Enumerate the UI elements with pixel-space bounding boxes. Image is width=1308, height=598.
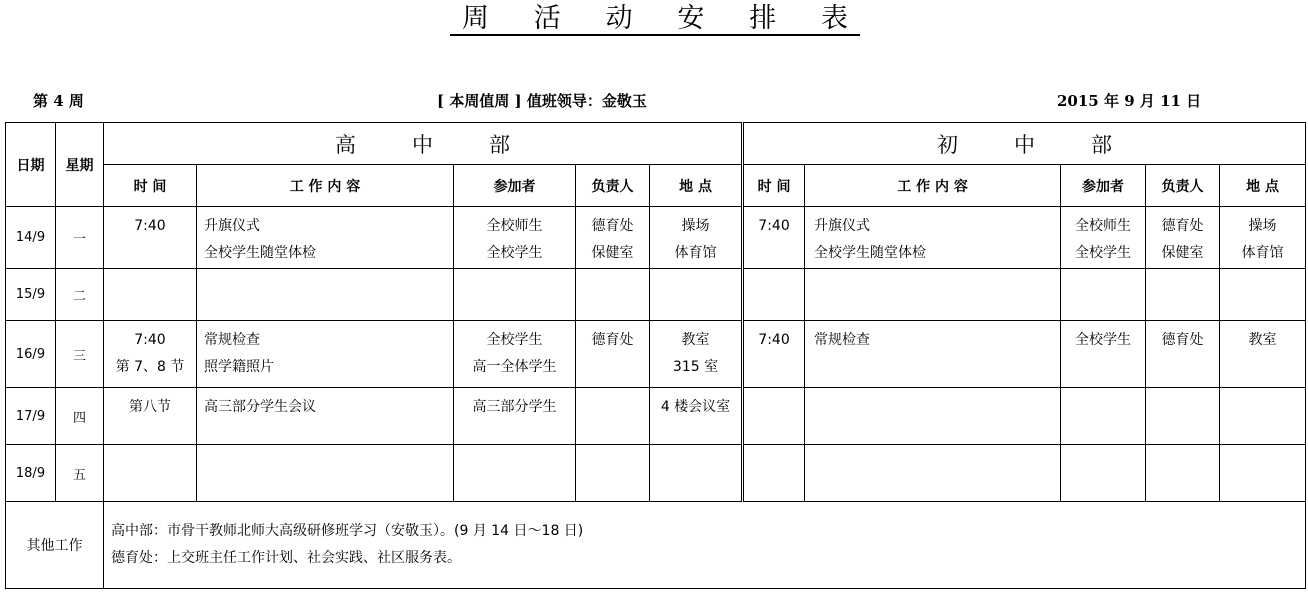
hs-leader-cell bbox=[576, 388, 650, 445]
ms-header-participants: 参加者 bbox=[1061, 165, 1146, 207]
hs-time-line bbox=[108, 240, 192, 267]
hs-participants-cell bbox=[454, 269, 576, 321]
ms-place-line: 体育馆 bbox=[1241, 245, 1284, 261]
hs-participants-cell bbox=[454, 321, 576, 388]
other-work-content bbox=[104, 502, 1306, 589]
row-weekday: 五 bbox=[56, 445, 104, 502]
hs-content-cell bbox=[197, 269, 454, 321]
hs-content-line: 高三部分学生会议 bbox=[204, 399, 316, 415]
header-junior: 初 中 部 bbox=[743, 123, 1306, 165]
schedule-row bbox=[6, 321, 1306, 388]
row-date: 17/9 bbox=[6, 388, 56, 445]
ms-leader-cell bbox=[1146, 207, 1220, 269]
hs-content-line: 常规检查 bbox=[204, 332, 260, 348]
ms-time-cell bbox=[743, 207, 805, 269]
row-date: 15/9 bbox=[6, 269, 56, 321]
hs-time-cell bbox=[104, 445, 197, 502]
ms-header-time: 时 间 bbox=[743, 165, 805, 207]
row-date: 14/9 bbox=[6, 207, 56, 269]
title-char: 周 bbox=[462, 3, 489, 34]
hs-place-line: 操场 bbox=[681, 218, 710, 234]
ms-time-cell bbox=[743, 321, 805, 388]
hs-participants-cell bbox=[454, 445, 576, 502]
row-weekday: 三 bbox=[56, 321, 104, 388]
title-char: 安 bbox=[677, 3, 705, 34]
ms-participants-cell bbox=[1061, 445, 1146, 502]
ms-time-cell bbox=[743, 269, 805, 321]
ms-content-cell bbox=[805, 321, 1061, 388]
hs-content-cell bbox=[197, 207, 454, 269]
ms-participants-line: 全校学生 bbox=[1075, 245, 1132, 261]
hs-place-cell bbox=[650, 269, 743, 321]
hs-place-line: 4 楼会议室 bbox=[660, 399, 731, 415]
ms-content-cell bbox=[805, 445, 1061, 502]
hs-leader-cell bbox=[576, 207, 650, 269]
ms-place-cell bbox=[1220, 388, 1306, 445]
hs-time-cell bbox=[104, 321, 197, 388]
ms-leader-line: 德育处 bbox=[1161, 332, 1204, 348]
week-label: 第 4 周 bbox=[33, 92, 84, 110]
ms-content-line: 常规检查 bbox=[814, 332, 871, 348]
ms-leader-cell bbox=[1146, 269, 1220, 321]
hs-place-cell bbox=[650, 388, 743, 445]
hs-time-cell bbox=[104, 269, 197, 321]
ms-place-cell bbox=[1220, 269, 1306, 321]
hs-place-cell bbox=[650, 207, 743, 269]
ms-content-cell bbox=[805, 269, 1061, 321]
hs-time-cell bbox=[104, 207, 197, 269]
row-weekday: 一 bbox=[56, 207, 104, 269]
hs-header-participants: 参加者 bbox=[454, 165, 576, 207]
other-work-line: 高中部：市骨干教师北师大高级研修班学习（安敬玉）。(9 月 14 日～18 日) bbox=[111, 523, 584, 539]
hs-place-cell bbox=[650, 445, 743, 502]
header-date: 日期 bbox=[6, 123, 56, 207]
ms-place-line: 操场 bbox=[1248, 218, 1277, 234]
other-work-label: 其他工作 bbox=[6, 502, 104, 589]
row-weekday: 二 bbox=[56, 269, 104, 321]
hs-place-line: 315 室 bbox=[672, 359, 719, 375]
hs-participants-cell bbox=[454, 388, 576, 445]
ms-time-cell bbox=[743, 388, 805, 445]
header-senior: 高 中 部 bbox=[104, 123, 743, 165]
hs-leader-line: 德育处 bbox=[591, 218, 634, 234]
ms-place-cell bbox=[1220, 321, 1306, 388]
schedule-row bbox=[6, 388, 1306, 445]
ms-time-line bbox=[748, 240, 800, 267]
hs-place-cell bbox=[650, 321, 743, 388]
ms-place-cell bbox=[1220, 207, 1306, 269]
hs-time-line: 第八节 bbox=[129, 399, 171, 415]
hs-header-place: 地 点 bbox=[650, 165, 743, 207]
ms-participants-line: 全校学生 bbox=[1075, 332, 1132, 348]
page-title bbox=[450, 2, 860, 36]
hs-leader-cell bbox=[576, 321, 650, 388]
ms-time-line: 7:40 bbox=[758, 332, 790, 348]
header-weekday: 星期 bbox=[56, 123, 104, 207]
hs-content-line: 升旗仪式 bbox=[204, 218, 260, 234]
hs-content-line: 全校学生随堂体检 bbox=[204, 245, 316, 261]
hs-header-content: 工 作 内 容 bbox=[197, 165, 454, 207]
schedule-row bbox=[6, 445, 1306, 502]
ms-participants-line: 全校师生 bbox=[1075, 218, 1132, 234]
hs-place-line: 教室 bbox=[681, 332, 710, 348]
hs-header-time: 时 间 bbox=[104, 165, 197, 207]
ms-time-cell bbox=[743, 445, 805, 502]
title-char: 表 bbox=[820, 3, 848, 34]
hs-participants-cell bbox=[454, 207, 576, 269]
title-char: 活 bbox=[533, 3, 561, 34]
hs-participants-line: 高一全体学生 bbox=[472, 359, 557, 375]
date-label: 2015 年 9 月 11 日 bbox=[1057, 92, 1202, 110]
ms-header-content: 工 作 内 容 bbox=[805, 165, 1061, 207]
ms-participants-cell bbox=[1061, 321, 1146, 388]
ms-content-line: 升旗仪式 bbox=[814, 218, 871, 234]
other-work-line: 德育处：上交班主任工作计划、社会实践、社区服务表。 bbox=[111, 550, 461, 566]
hs-leader-cell bbox=[576, 269, 650, 321]
hs-time-line: 第 7、8 节 bbox=[115, 359, 185, 375]
duty-label: [ 本周值周 ] 值班领导：金敬玉 bbox=[437, 92, 647, 110]
ms-leader-cell bbox=[1146, 388, 1220, 445]
ms-header-leader: 负责人 bbox=[1146, 165, 1220, 207]
ms-content-line: 全校学生随堂体检 bbox=[814, 245, 927, 261]
hs-participants-line: 全校学生 bbox=[486, 245, 543, 261]
ms-leader-line: 德育处 bbox=[1161, 218, 1204, 234]
hs-time-line: 7:40 bbox=[134, 332, 166, 348]
hs-content-line: 照学籍照片 bbox=[204, 359, 274, 375]
hs-participants-line: 高三部分学生 bbox=[472, 399, 557, 415]
ms-header-place: 地 点 bbox=[1220, 165, 1306, 207]
title-char: 排 bbox=[749, 3, 777, 34]
hs-content-cell bbox=[197, 445, 454, 502]
hs-header-leader: 负责人 bbox=[576, 165, 650, 207]
ms-leader-cell bbox=[1146, 321, 1220, 388]
row-date: 18/9 bbox=[6, 445, 56, 502]
ms-place-cell bbox=[1220, 445, 1306, 502]
hs-leader-cell bbox=[576, 445, 650, 502]
title-char: 动 bbox=[605, 3, 633, 34]
hs-participants-line: 全校师生 bbox=[486, 218, 543, 234]
hs-leader-line: 保健室 bbox=[591, 245, 634, 261]
hs-time-cell bbox=[104, 388, 197, 445]
ms-content-cell bbox=[805, 207, 1061, 269]
hs-content-cell bbox=[197, 321, 454, 388]
hs-place-line: 体育馆 bbox=[674, 245, 717, 261]
hs-participants-line: 全校学生 bbox=[486, 332, 543, 348]
hs-content-cell bbox=[197, 388, 454, 445]
schedule-row bbox=[6, 207, 1306, 269]
ms-participants-cell bbox=[1061, 207, 1146, 269]
ms-leader-line: 保健室 bbox=[1161, 245, 1204, 261]
schedule-row bbox=[6, 269, 1306, 321]
ms-content-cell bbox=[805, 388, 1061, 445]
ms-participants-cell bbox=[1061, 269, 1146, 321]
row-weekday: 四 bbox=[56, 388, 104, 445]
hs-time-line: 7:40 bbox=[134, 218, 166, 234]
hs-leader-line: 德育处 bbox=[591, 332, 634, 348]
row-date: 16/9 bbox=[6, 321, 56, 388]
ms-participants-cell bbox=[1061, 388, 1146, 445]
schedule-table bbox=[5, 122, 1306, 589]
ms-place-line: 教室 bbox=[1248, 332, 1277, 348]
ms-time-line: 7:40 bbox=[758, 218, 790, 234]
ms-leader-cell bbox=[1146, 445, 1220, 502]
